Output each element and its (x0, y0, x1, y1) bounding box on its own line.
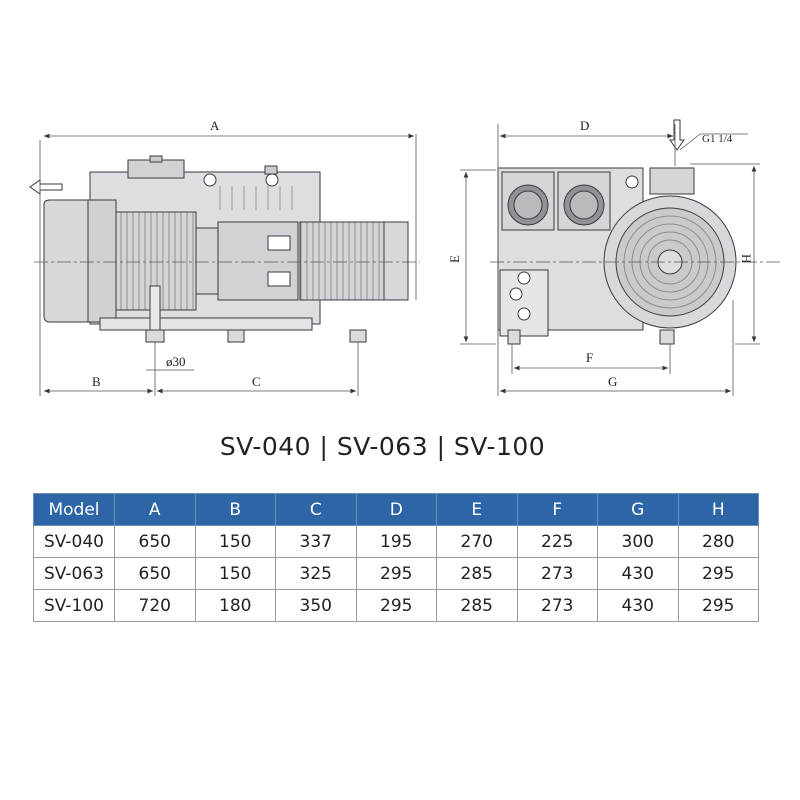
table-cell: 295 (678, 590, 759, 622)
table-cell: 295 (678, 558, 759, 590)
table-cell: 285 (437, 590, 518, 622)
col-header-model: Model (34, 494, 115, 526)
dim-label-f: F (586, 350, 594, 365)
col-header-f: F (517, 494, 598, 526)
table-cell: 225 (517, 526, 598, 558)
col-header-g: G (598, 494, 679, 526)
table-row (34, 590, 759, 622)
dim-label-h: H (739, 254, 754, 264)
col-header-e: E (437, 494, 518, 526)
dim-label-c: C (252, 374, 261, 389)
table-cell: 180 (195, 590, 276, 622)
dim-label-d: D (580, 118, 590, 133)
dimension-table (33, 493, 759, 622)
table-cell: 350 (276, 590, 357, 622)
table-cell: 195 (356, 526, 437, 558)
dim-label-g: G (608, 374, 618, 389)
table-cell: 720 (115, 590, 196, 622)
dim-label-b: B (92, 374, 101, 389)
table-cell: 430 (598, 590, 679, 622)
table-cell: 295 (356, 558, 437, 590)
table-cell: 650 (115, 526, 196, 558)
table-cell: 295 (356, 590, 437, 622)
port-label: G1 1/4 (702, 133, 733, 145)
col-header-d: D (356, 494, 437, 526)
col-header-h: H (678, 494, 759, 526)
table-cell: 325 (276, 558, 357, 590)
table-cell: 337 (276, 526, 357, 558)
dim-label-a: A (210, 118, 220, 133)
side-view (30, 156, 408, 342)
table-row (34, 526, 759, 558)
dim-label-shaft: ø30 (166, 354, 186, 369)
model-cell: SV-040 (34, 526, 115, 558)
table-cell: 150 (195, 526, 276, 558)
col-header-a: A (115, 494, 196, 526)
dim-label-e: E (447, 255, 462, 263)
table-cell: 273 (517, 558, 598, 590)
model-cell: SV-063 (34, 558, 115, 590)
pump-end-cap (44, 200, 88, 322)
motor-body (300, 222, 384, 300)
table-cell: 430 (598, 558, 679, 590)
model-title: SV-040 | SV-063 | SV-100 (219, 432, 546, 461)
model-cell: SV-100 (34, 590, 115, 622)
table-cell: 300 (598, 526, 679, 558)
table-cell: 150 (195, 558, 276, 590)
col-header-b: B (195, 494, 276, 526)
inlet-arrow-icon (670, 120, 684, 150)
table-cell: 273 (517, 590, 598, 622)
col-header-c: C (276, 494, 357, 526)
exhaust-arrow-icon (30, 180, 62, 194)
table-cell: 270 (437, 526, 518, 558)
table-cell: 285 (437, 558, 518, 590)
table-row (34, 558, 759, 590)
table-cell: 650 (115, 558, 196, 590)
end-view (498, 120, 736, 344)
table-header-row (34, 494, 759, 526)
table-cell: 280 (678, 526, 759, 558)
